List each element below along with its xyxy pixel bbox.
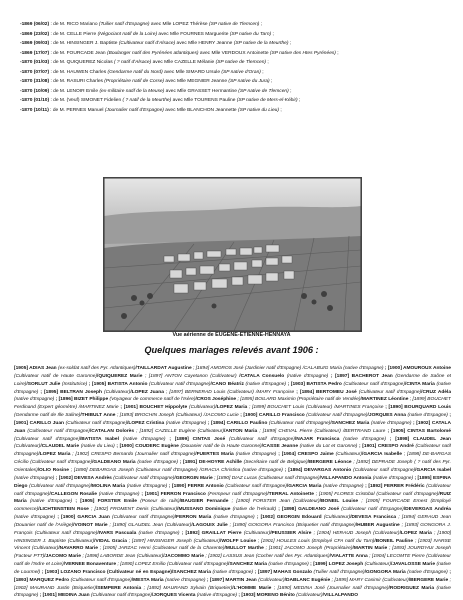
spouse-names: /CROS Joséphine: [195, 397, 237, 403]
entry-bride-detail: (SP native de Tlemcen): [208, 22, 260, 27]
entry-end: ;: [269, 79, 273, 84]
spouse-details: ; [1897] HINSINGER Joseph (Cultivateur): [126, 538, 220, 544]
spouse-names: /MOLINA Maria: [90, 483, 126, 489]
spouse-details: ; [1894] GERAUD Jean (Douanier natif de l'Ariège): [14, 515, 451, 528]
spouse-details: (Cultivateur natif d'Espagne): [147, 381, 211, 387]
spouse-details: (Cultivateur): [187, 405, 216, 411]
entry-end: ;: [271, 31, 274, 37]
spouse-details: (Cultivateur natif d'Espagne): [69, 577, 132, 583]
entry-end: ;: [297, 98, 301, 103]
spouse-details: (native d'Espagne): [135, 460, 178, 466]
spouse-details: (native d'Espagne): [267, 562, 309, 568]
spouse-names: /THIBULT Anne: [80, 413, 116, 419]
spouse-details: (Poseur de rails): [136, 499, 180, 505]
entry-date: -1870 (07/07): [20, 69, 50, 75]
spouse-names: /CASSE Jeanne: [261, 444, 299, 450]
spouse-names: /SEMPERE Antonia: [95, 585, 142, 591]
marriage-entry: [20, 87, 450, 97]
spouse-details: (Cultivateur natif d'Espagne): [27, 483, 91, 489]
entry-bride: avec Mlle HENRY Jeanne: [175, 41, 234, 46]
entry-bride-detail: (SP native d'Oran): [221, 69, 261, 75]
spouse-names: ; [1893] MARQUEZ Pedro: [14, 569, 451, 583]
marriage-entry: [20, 77, 450, 87]
entry-bride: avec Mlle VERDOUX Antoinette: [198, 50, 270, 56]
entry-end: ;: [288, 88, 292, 94]
spouse-details: (native d'Espagne): [210, 569, 254, 575]
spouse-names: ; [1900] GARCIA Juan: [55, 515, 110, 521]
spouse-details: ; [1900] HINSINGER J. Baptiste (Cultivateur): [14, 530, 451, 544]
entry-groom: : de M. QUIQUEREZ Nicolas: [49, 60, 114, 65]
entry-end: ;: [259, 22, 263, 27]
entry-bride: avec Mlle FOURNES Marguerite: [157, 31, 230, 37]
spouse-names: /CANO Béatriz: [210, 381, 244, 387]
entry-end: ;: [260, 69, 264, 75]
section-heading-text: Quelques mariages relevés avant 1906: [144, 345, 313, 355]
entry-groom-detail: (Journalier natif d'Espagne): [104, 107, 164, 113]
entry-end: ;: [288, 41, 292, 46]
spouse-details: (Cultivateur natif d'Espagne): [341, 381, 405, 387]
spouse-details: (Cultivateur natif d'Espagne): [356, 389, 422, 395]
spouse-names: /FUERTES Maria: [195, 452, 234, 458]
spouse-details: (native d'Espagne): [14, 585, 451, 597]
spouse-details: (Cultivateur): [363, 562, 391, 568]
entry-bride: avec Mlle MEGNIER Jeanne: [164, 79, 229, 84]
spouse-details: ; [1890] MEDINA José (Journalier natif d'Espagne): [271, 585, 389, 591]
spouse-names: ; [1901] BOUCHET Hippolyte: [118, 405, 188, 411]
spouse-details: ; [1890] GOIGORA Francisco (Briquetier natif d'Espagne): [227, 522, 356, 528]
spouse-details: ; [1899] BOUCHET Louis (Cultivateur) /MARTINES Françoise: [247, 405, 384, 411]
spouse-details: ; [1901] HOULES Louis (Employé CFA natif du Tarn): [256, 538, 375, 544]
entry-groom-detail: (Gendarme natif du Nord): [107, 69, 163, 75]
spouse-names: /GARCIA Maria: [286, 483, 322, 489]
spouse-names: [1905] ADIAS Jean: [14, 366, 57, 371]
spouse-names: ; [1894] CARILLO Paulino: [206, 420, 268, 426]
spouse-names: ; [1899] LOPEZ Joseph: [308, 562, 364, 568]
spouse-names: ; [1896] BIZET Philippe: [54, 397, 109, 403]
spouse-details: (Tuilier natif d'Espagne): [311, 569, 365, 575]
marriage-entry: [20, 30, 450, 40]
spouse-names: /GARCIA Isabel: [415, 467, 451, 473]
spouse-names: ; [1894] DEVARGAS Antonio: [282, 467, 352, 473]
spouse-details: (Voyageur de commerce natif de l'Isère): [108, 397, 196, 403]
spouse-details: (Douanier natif de la Haute Garonne): [178, 444, 262, 450]
spouse-names: /JAVALOSSE Marie: [390, 562, 436, 568]
spouse-details: ; [1893] GONGORA J. François (Cultivateur natif d'Espagne): [14, 522, 451, 536]
marriage-entry: [20, 106, 450, 116]
spouse-details: (Cultivateur): [14, 444, 41, 450]
spouse-details: (native d'Espagne): [243, 381, 287, 387]
spouse-details: (native d'Espagne): [14, 515, 56, 521]
spouse-names: ; [1897] MAHAS Gonzalo: [253, 569, 312, 575]
spouse-names: /GEORGIN Marie: [174, 475, 213, 481]
spouse-details: (native du Lieu): [79, 444, 115, 450]
spouse-names: /LOPEZ Maria: [215, 405, 248, 411]
spouse-names: ; [1895] BELTRAN Joseph: [38, 389, 102, 395]
spouse-details: (native d'Espagne): [405, 569, 448, 575]
spouse-names: /GARCIA Isabelle: [362, 452, 402, 458]
spouse-names: ; [1895] ESPINA Diego: [14, 475, 451, 489]
spouse-details: (native d'Espagne): [164, 420, 207, 426]
entry-groom-detail: (Cultivateur natif d'Alsace): [118, 41, 176, 46]
spouse-details: ; [1904] LECOMTE Pierre (Cultivateur natif de l'Indre et Loire): [14, 554, 451, 568]
marriage-entry: [20, 96, 450, 106]
spouse-names: ; [1901] CARILLO Juan: [14, 413, 451, 426]
entry-groom-detail: (Boulanger natif des Pyrénées atlantiques): [106, 50, 199, 56]
entry-groom-detail: (Négociant natif de la Loire): [97, 31, 158, 37]
entry-bride: avec Mlle SIMARD Ursule: [162, 69, 222, 75]
spouse-details: ; [1897] ANTON Cayetanon (Cultivateur): [142, 373, 237, 379]
spouse-names: /QUIQUEREZ Marie: [97, 373, 143, 379]
spouse-details: (Cultivateur natif d'Espagne): [14, 436, 80, 442]
entry-bride: avec Mlle GRASSET Hermantine: [164, 88, 239, 94]
spouse-names: /VOINOT Marie: [73, 522, 108, 528]
spouse-details: ; [1902] FROMENT Denis (Cultivateur): [88, 507, 178, 513]
entry-date: -1870 (10/11): [20, 107, 49, 113]
spouse-details: ; [1898] LABORDE Jean (Cultivateur): [81, 554, 164, 560]
spouse-details: (Cultivateur natif d'Espagne): [89, 593, 152, 597]
spouse-details: (Cultivateur natif d'Espagne): [109, 515, 175, 521]
spouse-details: ; [1894] AMOROS José (Jardinier natif d'Espagne) /CALABUIG Maria (native d'Espagne): [191, 366, 384, 371]
spouse-names: /BERGERE Léonce: [307, 460, 352, 466]
entry-groom: : de M. RICO Mariano: [49, 22, 99, 27]
spouse-details: (Fermpeur natif d'Espagne): [205, 491, 268, 497]
spouse-names: /HUBER Augustine: [355, 522, 400, 528]
spouse-details: (Cultivateur natif d'Espagne): [267, 420, 331, 426]
spouse-names: ; [1900] CARILLO Francisco: [238, 413, 305, 419]
spouse-details: (native d'Espagne): [406, 413, 448, 419]
spouse-names: /DEVERGAS Andréa: [403, 507, 451, 513]
entry-groom: : de M. FOURCADE Jean: [49, 50, 107, 56]
spouse-details: (Cultivateur natif d'Espagne): [339, 507, 404, 513]
spouse-names: /SANCHEZ Maria: [330, 420, 370, 426]
spouse-names: ; [1892] FERRER Frédéric: [363, 483, 425, 489]
photo-caption: Vue aérienne de EUGENE-ETIENNE-HENNAYA: [172, 332, 291, 338]
spouse-details: (native d'Espagne): [321, 483, 364, 489]
marriage-list: [20, 20, 450, 115]
spouse-details: ; [1905] JARZAC Henri (Cultivateur natif de la Charente): [97, 546, 225, 552]
spouse-names: ; [1897] BACHEROT Jean: [328, 373, 393, 379]
spouse-names: /LOPEZ Cristina: [127, 420, 165, 426]
marriage-entry: [20, 49, 450, 59]
spouse-details: ; [1903] IVARSE Vincent (Cultivateur): [14, 538, 451, 552]
entry-groom: : de M. HINSINGER J. Baptiste: [49, 41, 119, 46]
spouse-names: /SANCHEZ Maria: [171, 569, 211, 575]
spouse-details: ; [1900] FORSTER Jean (Cultivateur): [228, 499, 320, 505]
entry-date: -1869 (17/07): [20, 50, 50, 56]
spouse-details: (native d'Espagne): [26, 499, 73, 505]
spouse-names: /CATALA Consuelo: [236, 373, 285, 379]
marriages-paragraph: [14, 365, 451, 597]
spouse-details: ; [1897] BERNERAD Louis (Cultivateur) /MARY Françoise: [163, 389, 295, 395]
spouse-names: ; [1899] CINTAS José: [165, 436, 226, 442]
spouse-details: (Cultivateur): [321, 515, 351, 521]
spouse-details: ; [1895] MARY Casimir (Cultivateur): [330, 577, 409, 583]
marriage-entry: [20, 68, 450, 78]
spouse-details: (Cultivateur natif d'Espagne): [14, 444, 451, 458]
entry-date: -1869 (23/02): [20, 31, 50, 37]
spouse-names: ; [1904] CRESPO Jaime: [276, 452, 334, 458]
spouse-details: (native d'Espagne): [125, 483, 168, 489]
spouse-details: (native d'Espagne): [14, 381, 451, 395]
spouse-names: /PEUSSIER Alsire: [270, 530, 312, 536]
spouse-details: ; [1892] DEPRADE Joseph ( ? natif des Pyr. Orientales): [14, 460, 451, 473]
spouse-details: ; [1890] LOPEZ Emilio (Cultivateur natif d'Espagne): [116, 562, 229, 568]
spouse-names: ; [1900] COUDERC Eugène: [114, 444, 179, 450]
entry-date: -1870 (01/10): [20, 98, 50, 103]
entry-bride-detail: (SP native du Lieu): [237, 107, 279, 113]
spouse-names: /MUSSANO Dominique: [177, 507, 231, 513]
spouse-names: /JORQUES Anna: [367, 413, 406, 419]
spouse-names: /CRUZ Adèla: [421, 389, 451, 395]
entry-groom-detail: (Tuilier natif d'Espagne): [98, 22, 150, 27]
spouse-details: (native d'Espagne): [14, 475, 55, 481]
spouse-details: (native d'Espagne): [14, 397, 55, 403]
entry-groom: : de M. PERNES Manuel: [48, 107, 105, 113]
aerial-photo: [103, 177, 362, 332]
spouse-names: ; [1898] GALDEANO José: [276, 507, 340, 513]
entry-groom-detail: (ex-militaire natif de la Meuse): [99, 88, 165, 94]
spouse-details: ; [1892] CAZELLE Eugène (Cultivateur): [134, 428, 224, 434]
spouse-names: /VILLALPANDO: [322, 593, 359, 597]
spouse-details: (native du Lot et Garonne): [298, 444, 358, 450]
spouse-names: /CLAUDEL Marie: [40, 444, 80, 450]
spouse-names: ; [1892] GRAILLAT Pierre: [179, 530, 242, 536]
spouse-details: ; [1905] FOURCADE Ernest (Employé commerce): [14, 499, 451, 513]
spouse-details: ; [1905] FLORES Cristobal (Cultivateur natif d'Espagne): [313, 491, 439, 497]
spouse-details: (native d'Espagne): [136, 530, 180, 536]
spouse-details: ; [1892] MAURAND Sylvain (Briquetier): [141, 585, 233, 591]
spouse-details: ; [1890] GLAUDEL Jean (Cultivateur): [107, 522, 192, 528]
spouse-names: /MARTINEZ Léontine: [360, 397, 409, 403]
spouse-names: ; [1905] BATISTA Antonio: [87, 381, 148, 387]
spouse-names: /MARTIN Marie: [352, 546, 388, 552]
spouse-details: ; [1902] LASSUS Jean (Cocher natif des Pyr. Atlantiques): [203, 554, 330, 560]
spouse-names: /JORQUES Vicenta: [151, 593, 196, 597]
spouse-names: /VILLAPANDO Antonia: [319, 475, 372, 481]
spouse-details: (Cultivateur natif de Haute Garonne): [14, 373, 98, 379]
entry-bride-detail: (SP native de Tlemcen): [215, 60, 267, 65]
spouse-names: /CATALAN Dolorès: [89, 428, 135, 434]
spouse-names: /LOPEZ Maria: [38, 452, 71, 458]
entry-bride: avec Mlle BLANCHON Jeannette: [163, 107, 238, 113]
spouse-names: /SANCHEZ Maria: [228, 562, 267, 568]
spouse-names: ; [1902] CATALA Juan: [14, 420, 451, 434]
spouse-names: ; [1890] BOURQUARD Louis: [383, 405, 451, 411]
spouse-details: ; [1902] CRESPO Bernardo (Journalier natif d'Espagne): [70, 452, 196, 458]
spouse-names: ; [1898] CLAUDEL Jean: [385, 436, 451, 442]
spouse-names: /MESTA Maria: [131, 577, 164, 583]
spouse-names: /VERNEE Bonaventure: [63, 562, 117, 568]
spouse-details: ; [1899] BOUCHET Ferdinand (Expert géomètre) /MARTINEZ Marie: [14, 397, 451, 411]
spouse-details: (ex-soldat natif des Pyr. Atlantiques): [56, 366, 136, 371]
spouse-names: /JACOMO Marie: [44, 554, 81, 560]
spouse-details: ; [1902] MAURAND Justin (Briquetier): [14, 577, 451, 591]
entry-bride: avec Mlle LOPEZ Thérèse: [149, 22, 209, 27]
spouse-names: /LOPEZ Maria: [399, 530, 432, 536]
spouse-names: /FERRON Maria: [174, 515, 212, 521]
spouse-names: ; [1891] DE-HOYRE Achille: [177, 460, 242, 466]
spouse-names: ; [1903] LOZANO Francisco (Cultivateur né en Espagne): [40, 569, 172, 575]
spouse-details: (Cultivateur): [333, 452, 363, 458]
spouse-names: /CALLEGON Rosalie: [49, 491, 97, 497]
spouse-names: /BATISTA Isabel: [79, 436, 119, 442]
spouse-names: /CINTA Maria: [404, 381, 435, 387]
entry-end: ;: [335, 50, 339, 56]
entry-date: -1869 (09/03): [20, 41, 50, 46]
spouse-names: /MULLOT Marthe: [224, 546, 264, 552]
entry-bride-detail: (SP native de la Meurthe): [233, 41, 289, 46]
spouse-names: /BERGERE Marie: [408, 577, 449, 583]
spouse-names: ; [1900] AMOUROUX Antoine: [383, 366, 451, 371]
spouse-names: /LICHTENSTEIN Rose: [38, 507, 89, 513]
spouse-names: /OLIO Rosine: [37, 467, 69, 473]
marriage-entry: [20, 20, 450, 30]
entry-groom: : de M. (Veuf) SIMONET Fidelien: [49, 98, 123, 103]
spouse-names: ; [1902] GEORGIN Edouard: [254, 515, 322, 521]
entry-groom: : de M. RASURI Charles: [49, 79, 105, 84]
spouse-names: /DEVESA Francisca: [350, 515, 397, 521]
spouse-details: (Cultivateur natif d'Espagne): [304, 413, 368, 419]
spouse-names: ; [1905] CINTAS Bartolomé: [385, 428, 451, 434]
marriage-entry: [20, 39, 450, 49]
spouse-details: (Cultivateur): [256, 577, 285, 583]
entry-date: -1870 (10/09): [20, 88, 50, 94]
spouse-details: ; [1893] BROCHIN Joseph (Cultivateur) /JACOMO Lucie: [115, 413, 239, 419]
spouse-names: ; [1901] MEDINA Juan: [38, 593, 90, 597]
spouse-details: (native d'Espagne): [371, 475, 414, 481]
spouse-details: (Cultivateur natif d'Espagne): [14, 483, 451, 497]
entry-groom-detail: (Propriétaire natif de Corse): [104, 79, 165, 84]
spouse-names: /SORLUT Julie: [26, 381, 61, 387]
spouse-names: /TAILLARDAT Augustine: [135, 366, 192, 371]
spouse-details: (native d'Espagne): [211, 515, 255, 521]
entry-bride-detail: (SP native du Jura): [228, 79, 270, 84]
entry-bride: avec Mlle TOURENS Pauline: [171, 98, 237, 103]
entry-end: ;: [278, 107, 282, 113]
spouse-names: /LAGOUIX Julie: [191, 522, 228, 528]
section-heading-colon: :: [312, 345, 319, 355]
spouse-details: (native d'Espagne): [96, 491, 140, 497]
spouse-details: (native d'Espagne): [339, 436, 386, 442]
spouse-details: (Gendarme de Saône et Loire): [14, 373, 451, 387]
spouse-details: (native de Lourmel): [14, 562, 451, 575]
spouse-details: (Secrétaire natif de Belgique): [241, 460, 308, 466]
spouse-details: ; [1901] JACOMO Joseph (Propriétaire): [263, 546, 353, 552]
spouse-names: /WOLFF Louise: [219, 538, 257, 544]
spouse-names: /IVARS Pascuala: [97, 530, 137, 536]
spouse-details: ; [1895] BOILARD Maximin (Propriétaire natif de Vendée): [236, 397, 361, 403]
spouse-names: /VIALATTE Anna: [329, 554, 368, 560]
spouse-details: ; [1898] DE-BARGAS Cécilio (Cultivateur natif d'Espagne): [14, 452, 451, 466]
spouse-details: (native d'Espagne): [369, 420, 412, 426]
spouse-details: (Cultivateur natif d'Espagne): [111, 475, 175, 481]
entry-groom: : de M. LENOIR Emile: [49, 88, 100, 94]
spouse-names: /BONEIL Pauline: [374, 538, 414, 544]
spouse-names: /ANTON Maria: [223, 428, 258, 434]
spouse-details: ; [1904] HERAUD Joseph (Cultivateur): [311, 530, 400, 536]
entry-end: ;: [266, 60, 269, 65]
spouse-names: /TERRAL Antoinette: [267, 491, 314, 497]
spouse-details: (native d'Espagne): [118, 436, 166, 442]
entry-groom-detail: ( ? natif d'Alsace): [113, 60, 152, 65]
spouse-names: ; [1901] CRESPO André: [357, 444, 414, 450]
entry-date: -1869 (06/02): [20, 22, 50, 27]
spouse-names: /RODRIGUEZ Maria: [388, 585, 435, 591]
spouse-names: /DABLANC Eugénie: [284, 577, 331, 583]
entry-date: -1870 (31/08): [20, 79, 50, 84]
spouse-names: ; [1903] BATISTA Pedro: [286, 381, 342, 387]
entry-groom: : de M. CELLE Pierre: [49, 31, 98, 37]
spouse-details: (Gendarme natif de Ille Saline): [14, 413, 81, 419]
spouse-details: (native d'Espagne): [284, 373, 329, 379]
spouse-details: ; [1890] DIAZ Lucas (Cultivateur natif d'Espagne): [212, 475, 320, 481]
entry-bride: avec Mlle CAZELLE Mélanie: [151, 60, 216, 65]
spouse-names: ; [1897] MARTIN Jean: [205, 577, 257, 583]
spouse-names: ; [1901] FERRON Francisco: [139, 491, 206, 497]
spouse-names: /GALDEANO Maria: [92, 460, 136, 466]
spouse-names: ; [1903] MORENO Bénito: [237, 593, 295, 597]
spouse-names: ; [1890] FERRE Antonio: [167, 483, 224, 489]
marriage-entry: [20, 58, 450, 68]
spouse-details: (native de l'Hérault): [230, 507, 277, 513]
entry-date: -1870 (01/03): [20, 60, 50, 65]
spouse-details: ; [1893] JOURD'HUI Joseph (Facteur PTT): [14, 546, 451, 560]
spouse-names: /GONGORA Maria: [364, 569, 406, 575]
spouse-names: ; [1894] BERTOMEU José: [294, 389, 357, 395]
spouse-names: /LOPEZ Juana: [130, 389, 164, 395]
spouse-details: (native d'Espagne): [195, 593, 238, 597]
spouse-details: (native d'Espagne): [163, 577, 206, 583]
entry-bride-detail: (SP native de Tlemcen): [238, 88, 289, 94]
spouse-names: /NAJAR Francisca: [294, 436, 340, 442]
spouse-names: ; [1902] DEVESA Andrès: [54, 475, 112, 481]
entry-groom-detail: ( ? natif de la Meurthe): [122, 98, 172, 103]
spouse-details: (native d'Espagne): [233, 452, 277, 458]
spouse-details: (Cultivateur natif d'Espagne): [225, 436, 295, 442]
spouse-names: ; [1905] FORSTER Emile: [72, 499, 137, 505]
entry-bride-detail: (SP native du Tarn): [229, 31, 272, 37]
spouse-details: (Cultivateur): [241, 530, 271, 536]
spouse-details: ; [1899] CHEVAL Pierre (Cultivateur) /BERTRAND Laure: [257, 428, 386, 434]
entry-groom: : de M. HAUWEN Charles: [49, 69, 108, 75]
spouse-names: /NAVARRO Marie: [58, 546, 98, 552]
spouse-names: /JACOMMO Marie: [163, 554, 204, 560]
entry-bride-detail: (SP native des Htes Pyrénées): [269, 50, 336, 56]
section-heading: [0, 345, 463, 355]
spouse-names: /L'HOMME Marie: [232, 585, 272, 591]
spouse-names: /VIDAL Gracia: [94, 538, 127, 544]
spouse-details: (Cultivateur natif d'Espagne): [223, 483, 287, 489]
spouse-names: /BAUGIER Fernande: [179, 499, 229, 505]
spouse-details: ; [1890] DEBARGAS Joseph (Cultivateur natif d'Espagne) /GRACIA Christina (native d'Espagne): [68, 467, 283, 473]
spouse-details: (Cultivateur natif d'Espagne): [25, 428, 90, 434]
spouse-details: (Cultivateur natif d'Espagne): [64, 420, 128, 426]
spouse-details: (Cultivateur natif d'Espagne): [351, 467, 416, 473]
spouse-details: (Cultivateur): [101, 389, 131, 395]
entry-bride-detail: (SP native de Mers-el-Kébir): [236, 98, 298, 103]
spouse-details: (Cultivateur): [294, 593, 323, 597]
spouse-names: /BONEIL Louise: [319, 499, 359, 505]
spouse-names: /RUIZ Maria: [14, 491, 451, 505]
spouse-details: (Institutrice): [60, 381, 88, 387]
